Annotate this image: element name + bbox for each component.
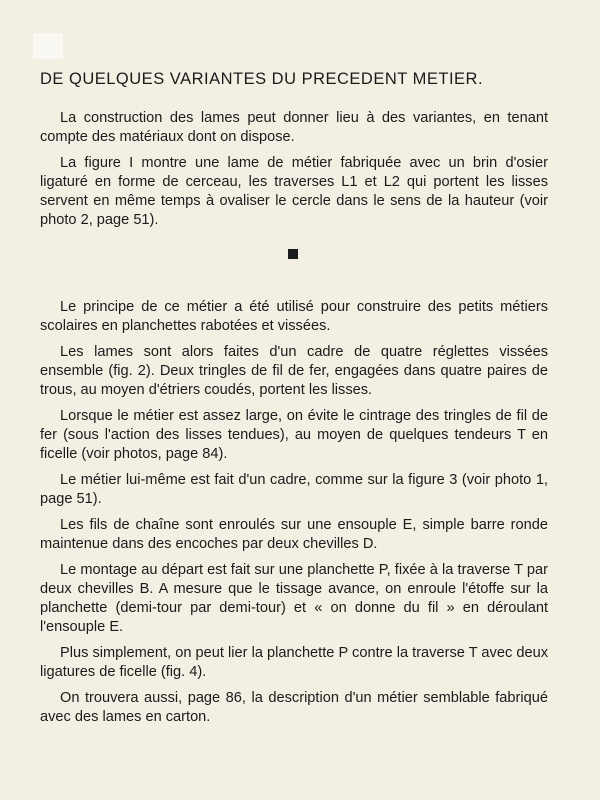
paragraph-reglettes: Les lames sont alors faites d'un cadre de quatre réglettes vissées ensemble (fig. 2). Deux tringles de fil de fer, engagées dans quatre paires de trous, au moyen d'étriers coudés, portent les lisses.: [40, 344, 548, 398]
paragraph-figure-1: La figure I montre une lame de métier fabriquée avec un brin d'osier ligaturé en forme de cerceau, les traverses L1 et L2 qui portent les lisses servent en même temps à ovaliser le cercle dans le sens de la hauteur (voir photo 2, page 51).: [40, 155, 548, 228]
paragraph-montage: Le montage au départ est fait sur une planchette P, fixée à la traverse T par deux chevilles B. A mesure que le tissage avance, on enroule l'étoffe sur la planchette (demi-tour par demi-tour) et « on donne du fil » en déroulant l'ensouple E.: [40, 562, 548, 635]
section-separator: [40, 237, 548, 275]
paragraph-tendeurs: Lorsque le métier est assez large, on évite le cintrage des tringles de fil de fer (sous l'action des lisses tendues), au moyen de quelques tendeurs T en ficelle (voir photos, page 84).: [40, 408, 548, 462]
paragraph-carton: On trouvera aussi, page 86, la description d'un métier semblable fabriqué avec des lames en carton.: [40, 690, 548, 725]
paragraph-cadre: Le métier lui-même est fait d'un cadre, comme sur la figure 3 (voir photo 1, page 51).: [40, 472, 548, 507]
section-title: DE QUELQUES VARIANTES DU PRECEDENT METIER.: [40, 70, 484, 88]
paragraph-principe: Le principe de ce métier a été utilisé pour construire des petits métiers scolaires en planchettes rabotées et vissées.: [40, 299, 548, 334]
page-corner-mark: [33, 33, 63, 59]
paragraph-ligatures: Plus simplement, on peut lier la planchette P contre la traverse T avec deux ligatures de ficelle (fig. 4).: [40, 645, 548, 680]
page-content: [40, 70, 548, 734]
paragraph-lames-variantes: La construction des lames peut donner lieu à des variantes, en tenant compte des matériaux dont on dispose.: [40, 110, 548, 145]
paragraph-ensouple: Les fils de chaîne sont enroulés sur une ensouple E, simple barre ronde maintenue dans des encoches par deux chevilles D.: [40, 517, 548, 552]
square-bullet-icon: [288, 249, 298, 259]
